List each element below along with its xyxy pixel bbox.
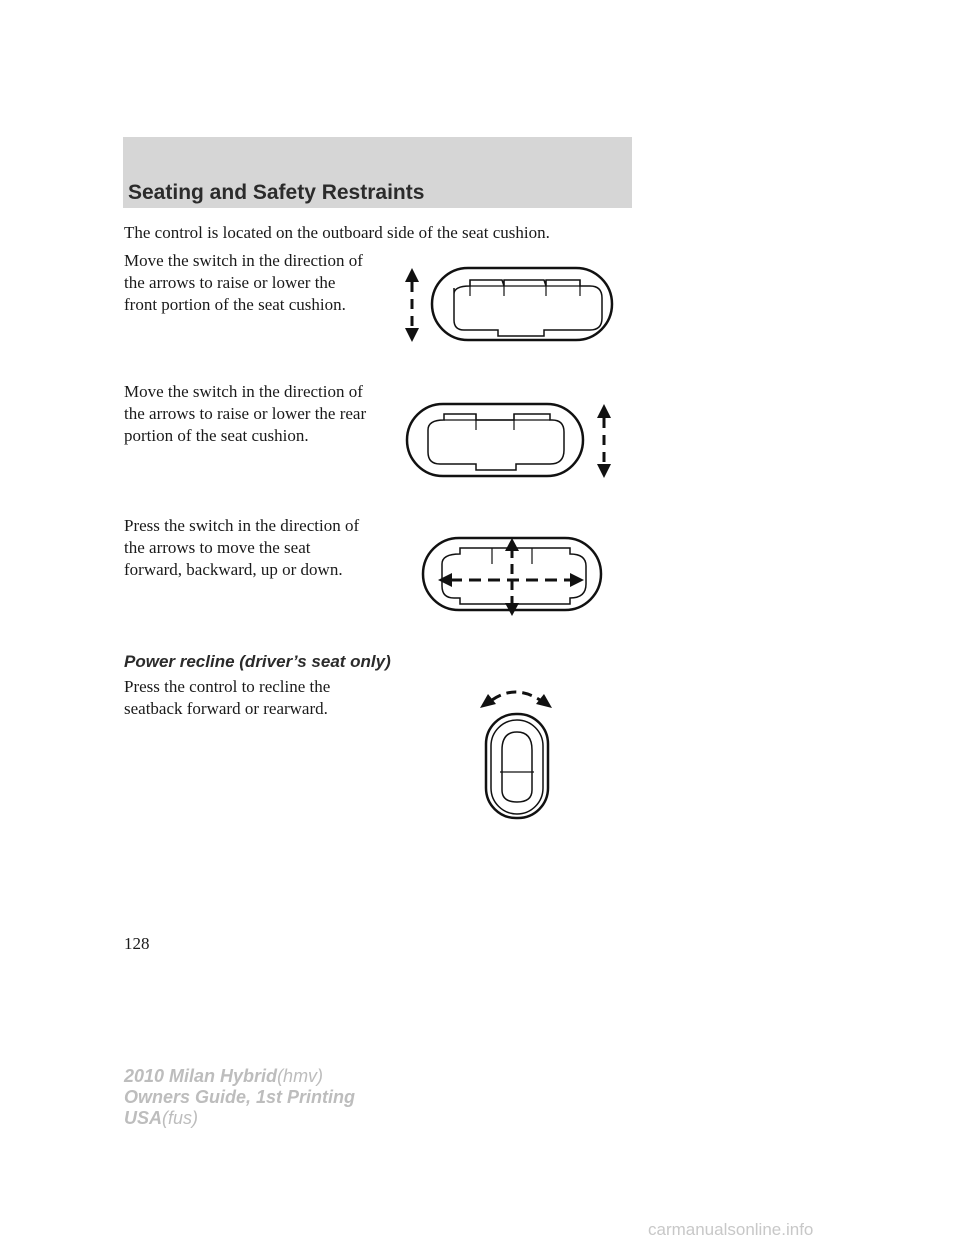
section-title: Seating and Safety Restraints [128,181,425,204]
watermark-text: carmanualsonline.info [648,1220,814,1239]
recline-instructions: Press the control to recline the seatback forward or rearward. [124,677,331,718]
front-cushion-instructions: Move the switch in the direction of the arrows to raise or lower the front portion of the seat cushion. [124,251,363,314]
rear-cushion-switch-diagram [404,400,620,482]
document-footer: 2010 Milan Hybrid(hmv) Owners Guide, 1st Printing USA(fus) [124,1066,356,1128]
up-down-arrow-icon [405,268,419,342]
page-number: 128 [124,934,150,953]
recline-switch-diagram [474,686,558,822]
front-cushion-switch-diagram [400,262,620,346]
rear-cushion-instructions: Move the switch in the direction of the arrows to raise or lower the rear portion of the seat cushion. [124,382,367,445]
up-down-arrow-icon [597,404,611,478]
recline-heading: Power recline (driver’s seat only) [124,652,391,671]
curved-arrow-icon [480,692,552,708]
seat-move-switch-diagram [420,534,610,618]
intro-text: The control is located on the outboard side of the seat cushion. [124,223,550,242]
seat-move-instructions: Press the switch in the direction of the arrows to move the seat forward, backward, up or down. [124,516,360,579]
